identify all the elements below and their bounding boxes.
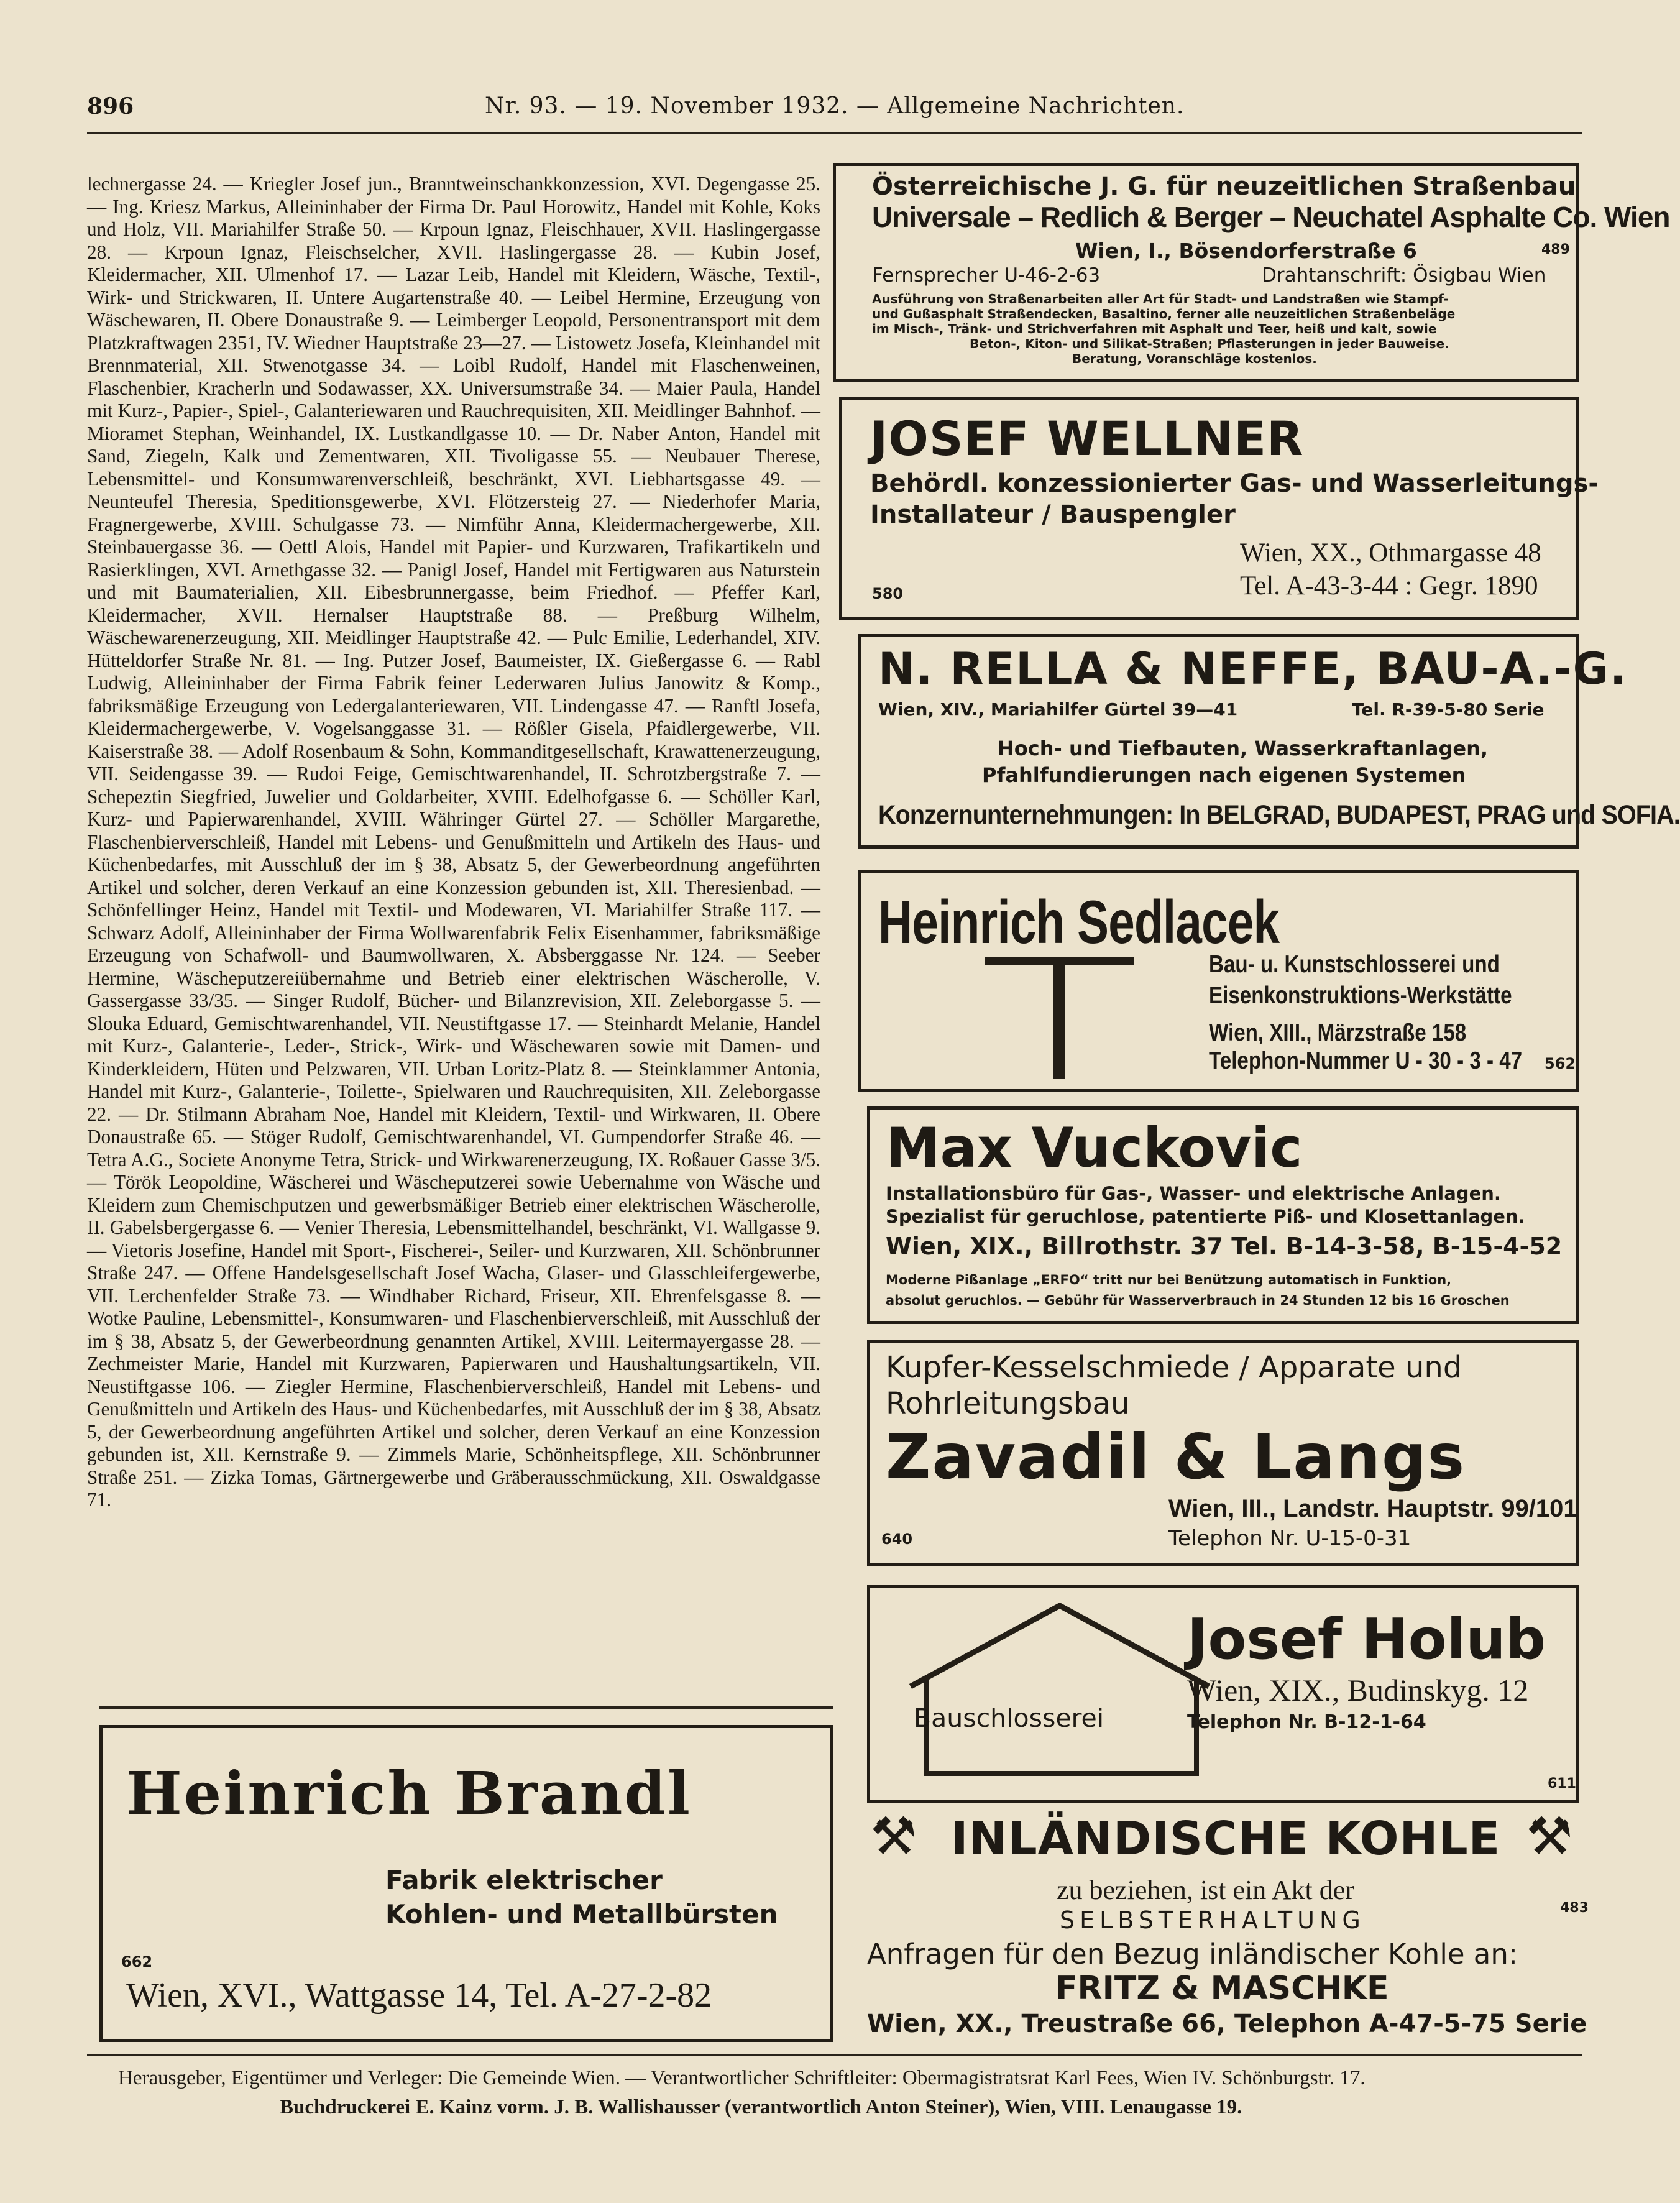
wellner-line2: Installateur / Bauspengler xyxy=(870,500,1236,529)
zavadil-address: Wien, III., Landstr. Hauptstr. 99/101 xyxy=(1168,1495,1577,1522)
brandl-number: 662 xyxy=(121,1953,153,1971)
holub-tel: Telephon Nr. B-12-1-64 xyxy=(1187,1711,1426,1733)
page-number: 896 xyxy=(87,93,134,119)
strassenbau-desc4: Beton-, Kiton- und Silikat-Straßen; Pflasterungen in jeder Bauweise. xyxy=(970,336,1449,351)
strassenbau-line1: Österreichische J. G. für neuzeitlichen Straßenbau xyxy=(872,172,1576,201)
license-listing-text: lechnergasse 24. — Kriegler Josef jun., Branntweinschankkonzession, XVI. Degengasse 25. — Ing. Kriesz Markus, Alleininhaber der Firma Dr. Paul Horowitz, Handel mit Kohle, Koks und Holz, VII. Mariahilfer Straße 50. — Krpoun Ignaz, Fleischhauer, XVII. Haslingergasse 28. — Krpoun Ignaz, Fleischselcher, XVII. Haslingergasse 28. — Kubin Josef, Kleidermacher, XII. Ulmenhof 17. — Lazar Leib, Handel mit Kleidern, Wäsche, Textil-, Wirk- und Strickwaren, II. Untere Augartenstraße 40. — Leibel Hermine, Erzeugung von Wäschewaren, II. Obere Donaustraße 9. — Leimberger Leopold, Personentransport mit dem Platzkraftwagen 2351, IV. Wiedner Hauptstraße 23—27. — Listowetz Josefa, Kleinhandel mit Brennmaterial, XII. Stwenotgasse 34. — Loibl Rudolf, Handel mit Flaschenweinen, Flaschenbier, Kracherln und Sodawasser, XX. Universumstraße 34. — Maier Paula, Handel mit Kurz-, Papier-, Spiel-, Galanteriewaren und Rauchrequisiten, XII. Meidlinger Bahnhof. — Mioramet Stephan, Weinhandel, IX. Lustkandlgasse 10. — Dr. Naber Anton, Handel mit Sand, Ziegeln, Kalk und Zementwaren, XII. Tivoligasse 55. — Neubauer Therese, Lebensmittel- und Konsumwarenverschleiß, beschränkt, XVI. Liebhartsgasse 49. — Neunteufel Theresia, Speditionsgewerbe, XVI. Flötzersteig 27. — Niederhofer Maria, Fragnergewerbe, XVIII. Schulgasse 73. — Nimführ Anna, Kleidermachergewerbe, XII. Steinbauergasse 36. — Oettl Alois, Handel mit Papier- und Kurzwaren, Trafikartikeln und Rasierklingen, XVI. Arnethgasse 32. — Panigl Josef, Handel mit Fertigwaren aus Naturstein und mit Baumaterialien, XII. Eibesbrunnergasse, beim Friedhof. — Pfeffer Karl, Kleidermacher, XVII. Hernalser Hauptstraße 88. — Preßburg Wilhelm, Wäschewarenerzeugung, XII. Meidlinger Hauptstraße 42. — Pulc Emilie, Lederhandel, XIV. Hütteldorfer Straße Nr. 81. — Ing. Putzer Josef, Baumeister, IX. Gießergasse 6. — Rabl Ludwig, Alleininhaber der Firma Fabrik feiner Lederwaren Julius Janowitz & Komp., fabriksmäßige Erzeugung von Ledergalanteriewaren, VII. Lindengasse 47. — Ranftl Josefa, Kleidermachergewerbe, V. Vogelsanggasse 31. — Rößler Gisela, Pfaidlergewerbe, VII. Kaiserstraße 38. — Adolf Rosenbaum & Sohn, Kommanditgesellschaft, Krawattenerzeugung, VII. Seidengasse 39. — Rudoi Feige, Gemischtwarenhandel, II. Schrotzbergstraße 7. — Schepeztin Siegfried, Juwelier und Goldarbeiter, XVIII. Edelhofgasse 6. — Schöller Karl, Kurz- und Papierwarenhandel, XVIII. Währinger Gürtel 27. — Schöller Margarethe, Flaschenbierverschleiß, Handel mit Lebens- und Genußmitteln und Artikeln des Haus- und Küchenbedarfes, mit Ausschluß der im § 38, Absatz 5, der Gewerbeordnung angeführten Artikel und solcher, deren Verkauf an eine Konzession gebunden ist, XII. Theresienbad. — Schönfellinger Heinz, Handel mit Textil- und Modewaren, VI. Mariahilfer Straße 117. — Schwarz Adolf, Alleininhaber der Firma Wollwarenfabrik Felix Eisenhammer, fabriksmäßige Erzeugung von Schafwoll- und Baumwollwaren, X. Absberggasse Nr. 124. — Seeber Hermine, Wäscheputzereiübernahme und Betrieb einer elektrischen Wäscherolle, V. Gassergasse 33/35. — Singer Rudolf, Bücher- und Bilanzrevision, XII. Zeleborgasse 5. — Slouka Eduard, Gemischtwarenhandel, VII. Neustiftgasse 17. — Steinhardt Melanie, Handel mit Kurz-, Galanterie-, Leder-, Strick-, Wirk- und Wäschewaren sowie mit Damen- und Kinderkleidern, Hüten und Pelzwaren, VII. Urban Loritz-Platz 8. — Steinklammer Antonia, Handel mit Kurz-, Galanterie-, Toilette-, Spielwaren und Rauchrequisiten, XII. Zeleborgasse 22. — Dr. Stilmann Abraham Noe, Handel mit Kleidern, Textil- und Wirkwaren, II. Obere Donaustraße 65. — Stöger Rudolf, Gemischtwarenhandel, VI. Gumpendorfer Straße 46. — Tetra A.G., Societe Anonyme Tetra, Strick- und Wirkwarenerzeugung, IX. Roßauer Gasse 3/5. — Török Leopoldine, Wäscherei und Wäscheputzerei sowie Uebernahme von Wäsche und Kleidern zum Chemischputzen und gewerbsmäßiger Betrieb einer elektrischen Wäscherolle, II. Gabelsbergergasse 6. — Venier Theresia, Lebensmittelhandel, beschränkt, VI. Wallgasse 9. — Vietoris Josefine, Handel mit Sport-, Fischerei-, Seiler- und Kurzwaren, XII. Schönbrunner Straße 247. — Offene Handelsgesellschaft Josef Wacha, Glaser- und Glasschleifergewerbe, VII. Lerchenfelder Straße 73. — Windhaber Richard, Friseur, XII. Ehrenfelsgasse 8. — Wotke Pauline, Lebensmittel-, Konsumwaren- und Flaschenbierverschleiß, mit Ausschluß der im § 38, Absatz 5, der Gewerbeordnung genannten Artikel, XVIII. Leitermayergasse 28. — Zechmeister Marie, Handel mit Kurzwaren, Papierwaren und Haushaltungsartikeln, VII. Neustiftgasse 106. — Ziegler Hermine, Flaschenbierverschleiß, Handel mit Lebens- und Genußmitteln und Artikeln des Haus- und Küchenbedarfes, mit Ausschluß der im § 38, Absatz 5, der Gewerbeordnung angeführten Artikel und solcher, deren Verkauf an eine Konzession gebunden ist, XII. Kernstraße 9. — Zimmels Marie, Schönheitspflege, XII. Schönbrunner Straße 251. — Zizka Tomas, Gärtnergewerbe und Gräberausschmückung, XII. Oswaldgasse 71. xyxy=(87,173,820,1511)
strassenbau-phone: Fernsprecher U-46-2-63 xyxy=(872,264,1101,287)
kohle-address: Wien, XX., Treustraße 66, Telephon A-47-5-75 Serie xyxy=(867,2010,1587,2038)
strassenbau-line2: Universale – Redlich & Berger – Neuchatel Asphalte Co. Wien xyxy=(872,201,1670,233)
rella-line3: Konzernunternehmungen: In BELGRAD, BUDAPEST, PRAG und SOFIA. xyxy=(878,800,1680,830)
hammer-pick-icon-left: ⚒ xyxy=(870,1806,917,1867)
ad-vuckovic xyxy=(867,1106,1579,1324)
holub-number: 611 xyxy=(1548,1776,1576,1791)
kohle-line1: zu beziehen, ist ein Akt der xyxy=(1057,1875,1354,1905)
wellner-address: Wien, XX., Othmargasse 48 xyxy=(1240,538,1541,568)
sedlacek-line1: Bau- u. Kunstschlosserei und xyxy=(1209,951,1500,978)
strassenbau-desc1: Ausführung von Straßenarbeiten aller Art für Stadt- und Landstraßen wie Stampf- xyxy=(872,292,1449,306)
holub-label: Bauschlosserei xyxy=(914,1703,1104,1733)
footer-publisher: Herausgeber, Eigentümer und Verleger: Die Gemeinde Wien. — Verantwortlicher Schriftleiter: Obermagistratsrat Karl Fees, Wien IV. Schönburgstr. 17. xyxy=(118,2067,1366,2089)
vuckovic-line4: absolut geruchlos. — Gebühr für Wasserverbrauch in 24 Stunden 12 bis 16 Groschen xyxy=(886,1293,1510,1308)
strassenbau-desc2: und Gußasphalt Straßendecken, Basaltino, ferner alle neuzeitlichen Straßenbeläge xyxy=(872,306,1456,321)
rella-name: N. RELLA & NEFFE, BAU-A.-G. xyxy=(878,643,1628,694)
rella-address: Wien, XIV., Mariahilfer Gürtel 39—41 xyxy=(878,699,1238,720)
vuckovic-address: Wien, XIX., Billrothstr. 37 Tel. B-14-3-58, B-15-4-52 xyxy=(886,1233,1563,1260)
ad-holub xyxy=(867,1585,1579,1803)
rella-tel: Tel. R-39-5-80 Serie xyxy=(1352,699,1545,720)
zavadil-line2: Rohrleitungsbau xyxy=(886,1386,1130,1421)
vuckovic-name: Max Vuckovic xyxy=(886,1116,1303,1180)
strassenbau-desc3: im Misch-, Tränk- und Strichverfahren mit Asphalt und Teer, heiß und kalt, sowie xyxy=(872,321,1437,336)
zavadil-name: Zavadil & Langs xyxy=(886,1420,1466,1493)
kohle-title: INLÄNDISCHE KOHLE xyxy=(951,1812,1501,1865)
sedlacek-line2: Eisenkonstruktions-Werkstätte xyxy=(1209,982,1512,1009)
zavadil-number: 640 xyxy=(881,1530,913,1548)
header-divider xyxy=(87,132,1582,134)
ad-strassenbau xyxy=(833,163,1670,382)
strassenbau-telegram: Drahtanschrift: Ösigbau Wien xyxy=(1262,264,1546,287)
page-header-title: Nr. 93. — 19. November 1932. — Allgemeine Nachrichten. xyxy=(485,93,1185,119)
ad-zavadil xyxy=(867,1340,1579,1566)
sedlacek-number: 562 xyxy=(1545,1055,1576,1072)
sedlacek-name: Heinrich Sedlacek xyxy=(878,888,1280,956)
brandl-line2: Kohlen- und Metallbürsten xyxy=(385,1899,778,1929)
wellner-number: 580 xyxy=(872,585,904,602)
vuckovic-line2: Spezialist für geruchlose, patentierte Piß- und Klosettanlagen. xyxy=(886,1206,1525,1227)
hammer-pick-icon-right: ⚒ xyxy=(1526,1806,1573,1867)
kohle-number: 483 xyxy=(1560,1900,1589,1916)
ad-brandl xyxy=(99,1725,833,2042)
sedlacek-tel: Telephon-Nummer U - 30 - 3 - 47 xyxy=(1209,1047,1523,1074)
vuckovic-line1: Installationsbüro für Gas-, Wasser- und elektrische Anlagen. xyxy=(886,1183,1501,1204)
zavadil-tel: Telephon Nr. U-15-0-31 xyxy=(1168,1526,1411,1551)
house-outline-icon xyxy=(898,1599,1221,1780)
kohle-company: FRITZ & MASCHKE xyxy=(1055,1970,1389,2007)
strassenbau-number: 489 xyxy=(1541,242,1570,257)
license-listing-column xyxy=(87,173,820,1512)
kohle-line3: Anfragen für den Bezug inländischer Kohle an: xyxy=(867,1938,1518,1971)
footer-divider xyxy=(87,2054,1582,2056)
t-beam-icon xyxy=(985,957,1147,1082)
column-end-divider xyxy=(99,1706,833,1709)
ad-kohle xyxy=(858,1806,1589,2048)
brandl-address: Wien, XVI., Wattgasse 14, Tel. A-27-2-82 xyxy=(126,1976,712,2015)
kohle-line2: SELBSTERHALTUNG xyxy=(1060,1906,1366,1934)
sedlacek-address: Wien, XIII., Märzstraße 158 xyxy=(1209,1019,1467,1046)
ad-wellner xyxy=(839,397,1599,620)
rella-line1: Hoch- und Tiefbauten, Wasserkraftanlagen, xyxy=(998,737,1489,760)
rella-line2: Pfahlfundierungen nach eigenen Systemen xyxy=(982,763,1466,787)
footer-printer: Buchdruckerei E. Kainz vorm. J. B. Wallishausser (verantwortlich Anton Steiner), Wien, VIII. Lenaugasse 19. xyxy=(280,2096,1242,2118)
brandl-line1: Fabrik elektrischer xyxy=(385,1865,663,1895)
holub-address: Wien, XIX., Budinskyg. 12 xyxy=(1187,1673,1529,1708)
vuckovic-line3: Moderne Pißanlage „ERFO“ tritt nur bei Benützung automatisch in Funktion, xyxy=(886,1272,1452,1287)
ad-rella xyxy=(858,634,1680,849)
brandl-name: Heinrich Brandl xyxy=(126,1759,692,1828)
strassenbau-address: Wien, I., Bösendorferstraße 6 xyxy=(1075,239,1417,263)
zavadil-line1: Kupfer-Kesselschmiede / Apparate und xyxy=(886,1350,1462,1385)
holub-name: Josef Holub xyxy=(1187,1607,1546,1672)
wellner-tel: Tel. A-43-3-44 : Gegr. 1890 xyxy=(1240,571,1538,600)
ad-sedlacek xyxy=(858,870,1579,1092)
wellner-line1: Behördl. konzessionierter Gas- und Wasserleitungs- xyxy=(870,469,1599,498)
strassenbau-desc5: Beratung, Voranschläge kostenlos. xyxy=(1072,351,1317,366)
wellner-name: JOSEF WELLNER xyxy=(870,411,1304,466)
